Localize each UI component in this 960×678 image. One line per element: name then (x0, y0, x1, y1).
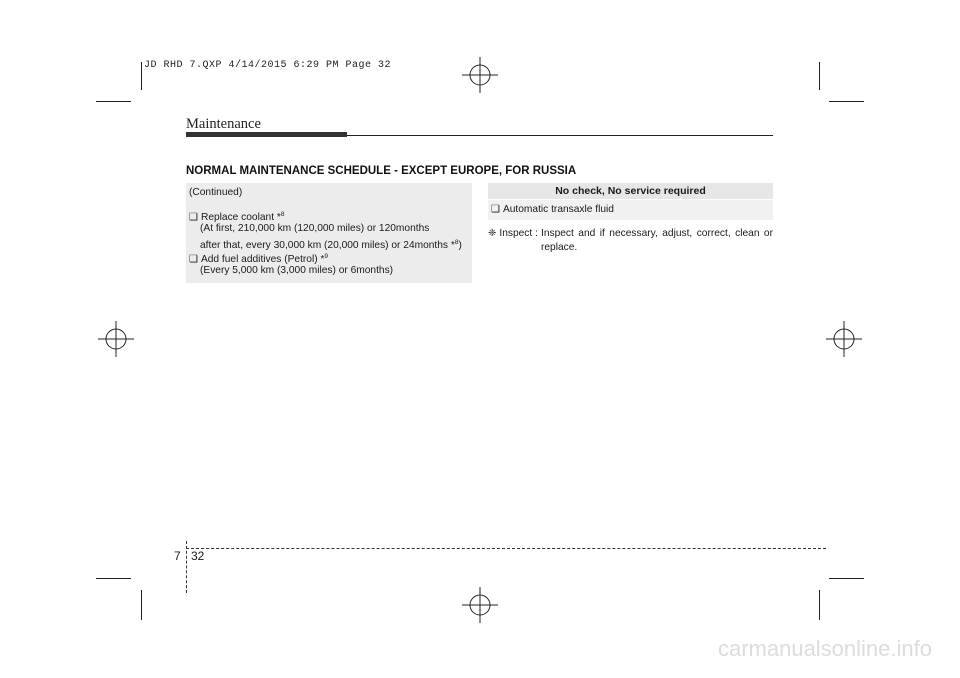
chapter-number: 7 (174, 549, 181, 563)
item-label: Add fuel additives (Petrol) * (200, 254, 325, 265)
page-number: 32 (191, 549, 205, 563)
footnote-ref: 8 (454, 239, 459, 246)
list-item-transaxle-fluid (491, 203, 614, 217)
footer-divider (186, 541, 187, 593)
section-title: NORMAL MAINTENANCE SCHEDULE - EXCEPT EUROPE, FOR RUSSIA (186, 165, 577, 177)
registration-mark-left-icon (98, 321, 134, 357)
footnote-ref: 9 (324, 253, 329, 260)
checkbox-icon: ❑ (491, 204, 500, 215)
crop-mark (819, 62, 820, 90)
item-label: Replace coolant * (200, 212, 281, 223)
crop-mark (96, 101, 131, 102)
crop-mark (141, 62, 142, 90)
item-detail-text: after that, every 30,000 km (20,000 miles) or 24months * (200, 240, 455, 251)
footer-rule (186, 548, 826, 549)
item-detail-line: (At first, 210,000 km (120,000 miles) or 120months (200, 223, 430, 234)
continued-schedule-box (186, 183, 472, 283)
continued-label: (Continued) (189, 187, 243, 198)
inspect-note (488, 227, 538, 241)
registration-mark-right-icon (826, 321, 862, 357)
note-definition-line: replace. (541, 242, 578, 253)
no-service-header: No check, No service required (488, 183, 773, 199)
footnote-ref: 8 (280, 211, 285, 218)
crop-mark (829, 101, 864, 102)
crop-mark (819, 590, 820, 620)
crop-mark (141, 590, 142, 620)
note-definition-line: Inspect and if necessary, adjust, correct, clean or (541, 228, 773, 239)
registration-mark-bottom-icon (462, 587, 498, 623)
watermark: carmanualsonline.info (717, 636, 932, 661)
running-header-title: Maintenance (186, 116, 261, 132)
registration-mark-top-icon (462, 57, 498, 93)
header-rule-accent (186, 132, 347, 137)
note-symbol-icon: ❈ (488, 228, 497, 239)
checkbox-icon: ❑ (189, 212, 198, 223)
no-service-box (488, 200, 773, 220)
crop-mark (96, 578, 131, 579)
printer-slug: JD RHD 7.QXP 4/14/2015 6:29 PM Page 32 (144, 60, 392, 71)
item-label: Automatic transaxle fluid (502, 204, 614, 215)
checkbox-icon: ❑ (189, 254, 198, 265)
note-term: Inspect : (499, 228, 538, 239)
item-detail-text: ) (458, 240, 462, 251)
crop-mark (829, 578, 864, 579)
item-detail-line: (Every 5,000 km (3,000 miles) or 6months) (200, 265, 394, 276)
